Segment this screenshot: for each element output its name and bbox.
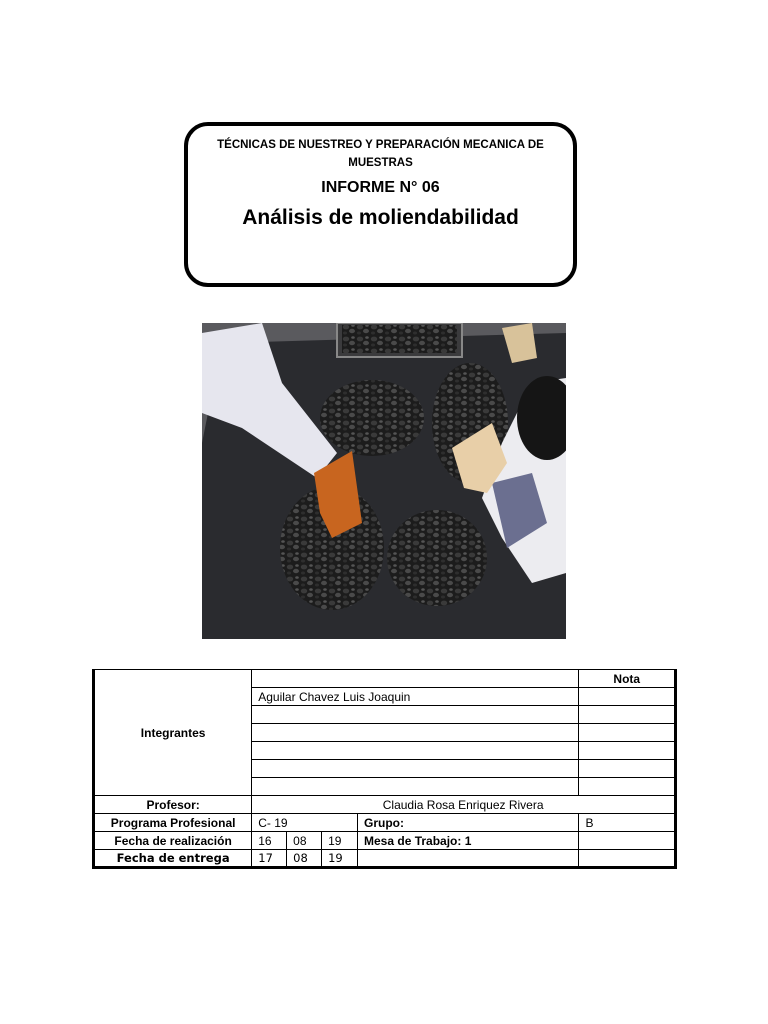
entrega-blank-2 <box>579 850 676 868</box>
nota-header: Nota <box>579 670 676 688</box>
integrantes-header-blank <box>252 670 579 688</box>
title-box <box>184 122 577 287</box>
nota-3 <box>579 724 676 742</box>
nota-6 <box>579 778 676 796</box>
entrega-year: 19 <box>322 850 358 868</box>
integrante-2 <box>252 706 579 724</box>
profesor-label: Profesor: <box>94 796 252 814</box>
nota-1 <box>579 688 676 706</box>
entrega-label: Fecha de entrega <box>94 850 252 868</box>
realizacion-year: 19 <box>322 832 358 850</box>
entrega-month: 08 <box>287 850 322 868</box>
nota-5 <box>579 760 676 778</box>
nota-4 <box>579 742 676 760</box>
grupo-value: B <box>579 814 676 832</box>
programa-label: Programa Profesional <box>94 814 252 832</box>
entrega-day: 17 <box>252 850 287 868</box>
lab-photo-illustration <box>202 323 566 639</box>
lab-photo <box>202 323 566 639</box>
integrante-1: Aguilar Chavez Luis Joaquin <box>252 688 579 706</box>
realizacion-month: 08 <box>287 832 322 850</box>
course-name: TÉCNICAS DE NUESTREO Y PREPARACIÓN MECANICA DE MUESTRAS <box>217 139 544 169</box>
grupo-label: Grupo: <box>358 814 579 832</box>
integrantes-label: Integrantes <box>94 670 252 796</box>
integrante-4 <box>252 742 579 760</box>
programa-value: C- 19 <box>252 814 358 832</box>
mesa-blank <box>579 832 676 850</box>
realizacion-label: Fecha de realización <box>94 832 252 850</box>
realizacion-day: 16 <box>252 832 287 850</box>
info-table <box>92 669 677 869</box>
entrega-blank-1 <box>358 850 579 868</box>
report-title: Análisis de moliendabilidad <box>242 206 519 229</box>
integrante-6 <box>252 778 579 796</box>
integrante-3 <box>252 724 579 742</box>
profesor-value: Claudia Rosa Enriquez Rivera <box>252 796 676 814</box>
nota-2 <box>579 706 676 724</box>
report-number: INFORME N° 06 <box>321 179 440 196</box>
mesa-label: Mesa de Trabajo: 1 <box>358 832 579 850</box>
integrante-5 <box>252 760 579 778</box>
